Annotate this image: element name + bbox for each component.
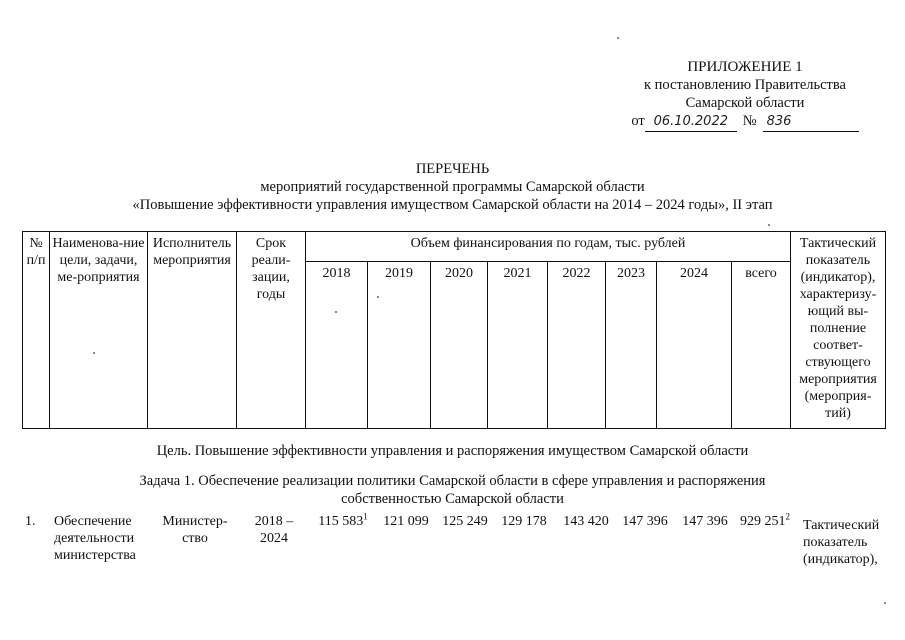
row-value-2019: 121 099 — [383, 514, 429, 529]
appendix-line-1: к постановлению Правительства — [644, 77, 846, 93]
header-table — [22, 231, 886, 429]
year-header: 2022 — [548, 262, 606, 429]
appendix-line-2: Самарской области — [685, 95, 805, 111]
footnote-mark: 2 — [785, 511, 790, 522]
year-header: всего — [732, 262, 791, 429]
row-term: 2018 – 2024 — [254, 514, 294, 546]
scan-speck — [884, 602, 886, 604]
col-num-header: № п/п — [23, 232, 50, 429]
scan-speck — [335, 311, 337, 313]
scan-speck — [377, 296, 379, 298]
col-term-header: Срок реали-зации, годы — [237, 232, 306, 429]
col-name-header: Наименова-ние цели, задачи, ме-роприятия — [50, 232, 148, 429]
goal-text: Цель. Повышение эффективности управления и распоряжения имуществом Самарской области — [156, 443, 749, 459]
year-header: 2024 — [657, 262, 732, 429]
appendix-block — [600, 58, 890, 132]
number-label: № — [742, 113, 757, 129]
row-executor: Министер-ство — [162, 514, 228, 546]
row-num: 1. — [25, 514, 36, 529]
appendix-date-line — [600, 112, 890, 132]
footnote-mark: 1 — [363, 511, 368, 522]
year-header: 2019 — [368, 262, 431, 429]
appendix-title: ПРИЛОЖЕНИЕ 1 — [687, 59, 803, 75]
scan-speck — [93, 352, 95, 354]
col-financing-header: Объем финансирования по годам, тыс. рублей — [306, 232, 791, 262]
col-executor-header: Исполнитель мероприятия — [148, 232, 237, 429]
row-value-2022: 143 420 — [563, 514, 609, 529]
year-header: 2023 — [606, 262, 657, 429]
from-label: от — [631, 113, 645, 129]
year-header: 2020 — [431, 262, 488, 429]
year-header: 2021 — [488, 262, 548, 429]
scan-speck — [768, 224, 770, 226]
row-value-total: 929 $251^2$ — [740, 511, 790, 529]
list-heading — [0, 160, 905, 214]
year-header: 2018 — [306, 262, 368, 429]
row-value-2018: 115 $583^1$ — [318, 511, 368, 529]
heading-line-2: «Повышение эффективности управления имуществом Самарской области на 2014 – 2024 годы», II этап — [132, 197, 773, 213]
col-indicator-header: Тактический показатель (индикатор), характеризу-ющий вы-полнение соответ-ствующего мероприятия (мероприя-тий) — [791, 232, 886, 429]
row-value-2021: 129 178 — [501, 514, 547, 529]
row-value-2020: 125 249 — [442, 514, 488, 529]
task-text: Задача 1. Обеспечение реализации политики Самарской области в сфере управления и распоряжения собственностью Самарской области — [139, 473, 766, 507]
row-indicator: Тактический показатель (индикатор), — [803, 518, 880, 567]
row-value-2024: 147 396 — [682, 514, 728, 529]
handwritten-number: 836 — [763, 113, 859, 132]
row-name: Обеспечение деятельности министерства — [54, 514, 136, 563]
handwritten-date: 06.10.2022 — [645, 113, 737, 132]
heading-line-1: мероприятий государственной программы Самарской области — [260, 179, 645, 195]
row-value-2023: 147 396 — [622, 514, 668, 529]
heading-title: ПЕРЕЧЕНЬ — [415, 161, 490, 177]
scan-speck — [617, 37, 619, 39]
